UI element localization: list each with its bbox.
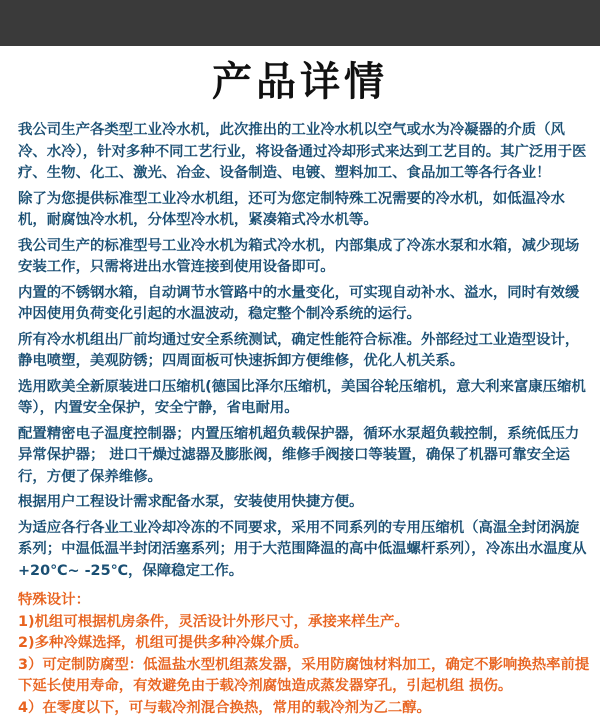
paragraph-pump: 根据用户工程设计需求配备水泵，安装使用快捷方便。 [18,492,590,514]
product-description [18,120,590,719]
paragraph-tank: 内置的不锈钢水箱，自动调节水管路中的水量变化，可实现自动补水、溢水，同时有效缓冲因使用负荷变化引起的水温波动，稳定整个制冷系统的运行。 [18,283,590,326]
top-dark-banner [0,0,600,46]
special-design-section [18,590,590,719]
paragraph-testing: 所有冷水机组出厂前均通过安全系统测试，确定性能符合标准。外部经过工业造型设计，静电喷塑，美观防锈；四周面板可快速拆卸方便维修，优化人机关系。 [18,330,590,373]
special-design-heading: 特殊设计： [18,590,590,612]
paragraph-custom: 除了为您提供标准型工业冷水机组，还可为您定制特殊工况需要的冷水机，如低温冷水机，耐腐蚀冷水机，分体型冷水机，紧凑箱式冷水机等。 [18,189,590,232]
special-design-item: 4）在零度以下，可与载冷剂混合换热，常用的载冷剂为乙二醇。 [18,698,590,719]
page-title: 产品详情 [0,56,600,108]
special-design-item: 3）可定制防腐型：低温盐水型机组蒸发器，采用防腐蚀材料加工，确定不影响换热率前提下延长使用寿命，有效避免由于载冷剂腐蚀造成蒸发器穿孔，引起机组 损伤。 [18,655,590,698]
paragraph-box-type: 我公司生产的标准型号工业冷水机为箱式冷水机，内部集成了冷冻水泵和水箱，减少现场安装工作，只需将进出水管连接到使用设备即可。 [18,236,590,279]
special-design-item: 1)机组可根据机房条件，灵活设计外形尺寸，承接来样生产。 [18,612,590,634]
special-design-item: 2)多种冷媒选择，机组可提供多种冷媒介质。 [18,633,590,655]
paragraph-series: 为适应各行各业工业冷却冷冻的不同要求，采用不同系列的专用压缩机（高温全封闭涡旋系列；中温低温半封闭活塞系列；用于大范围降温的高中低温螺杆系列），冷冻出水温度从+20℃~ -25℃，保障稳定工作。 [18,518,590,583]
paragraph-controller: 配置精密电子温度控制器；内置压缩机超负载保护器，循环水泵超负载控制，系统低压力异常保护器； 进口干燥过滤器及膨胀阀，维修手阀接口等装置，确保了机器可靠安全运行，方便了保养维修。 [18,424,590,489]
paragraph-compressor: 选用欧美全新原装进口压缩机(德国比泽尔压缩机，美国谷轮压缩机，意大利来富康压缩机等），内置安全保护，安全宁静，省电耐用。 [18,377,590,420]
paragraph-intro: 我公司生产各类型工业冷水机，此次推出的工业冷水机以空气或水为冷凝器的介质（风冷、水冷），针对多种不同工艺行业，将设备通过冷却形式来达到工艺目的。其广泛用于医疗、生物、化工、激光、冶金、设备制造、电镀、塑料加工、食品加工等各行各业！ [18,120,590,185]
